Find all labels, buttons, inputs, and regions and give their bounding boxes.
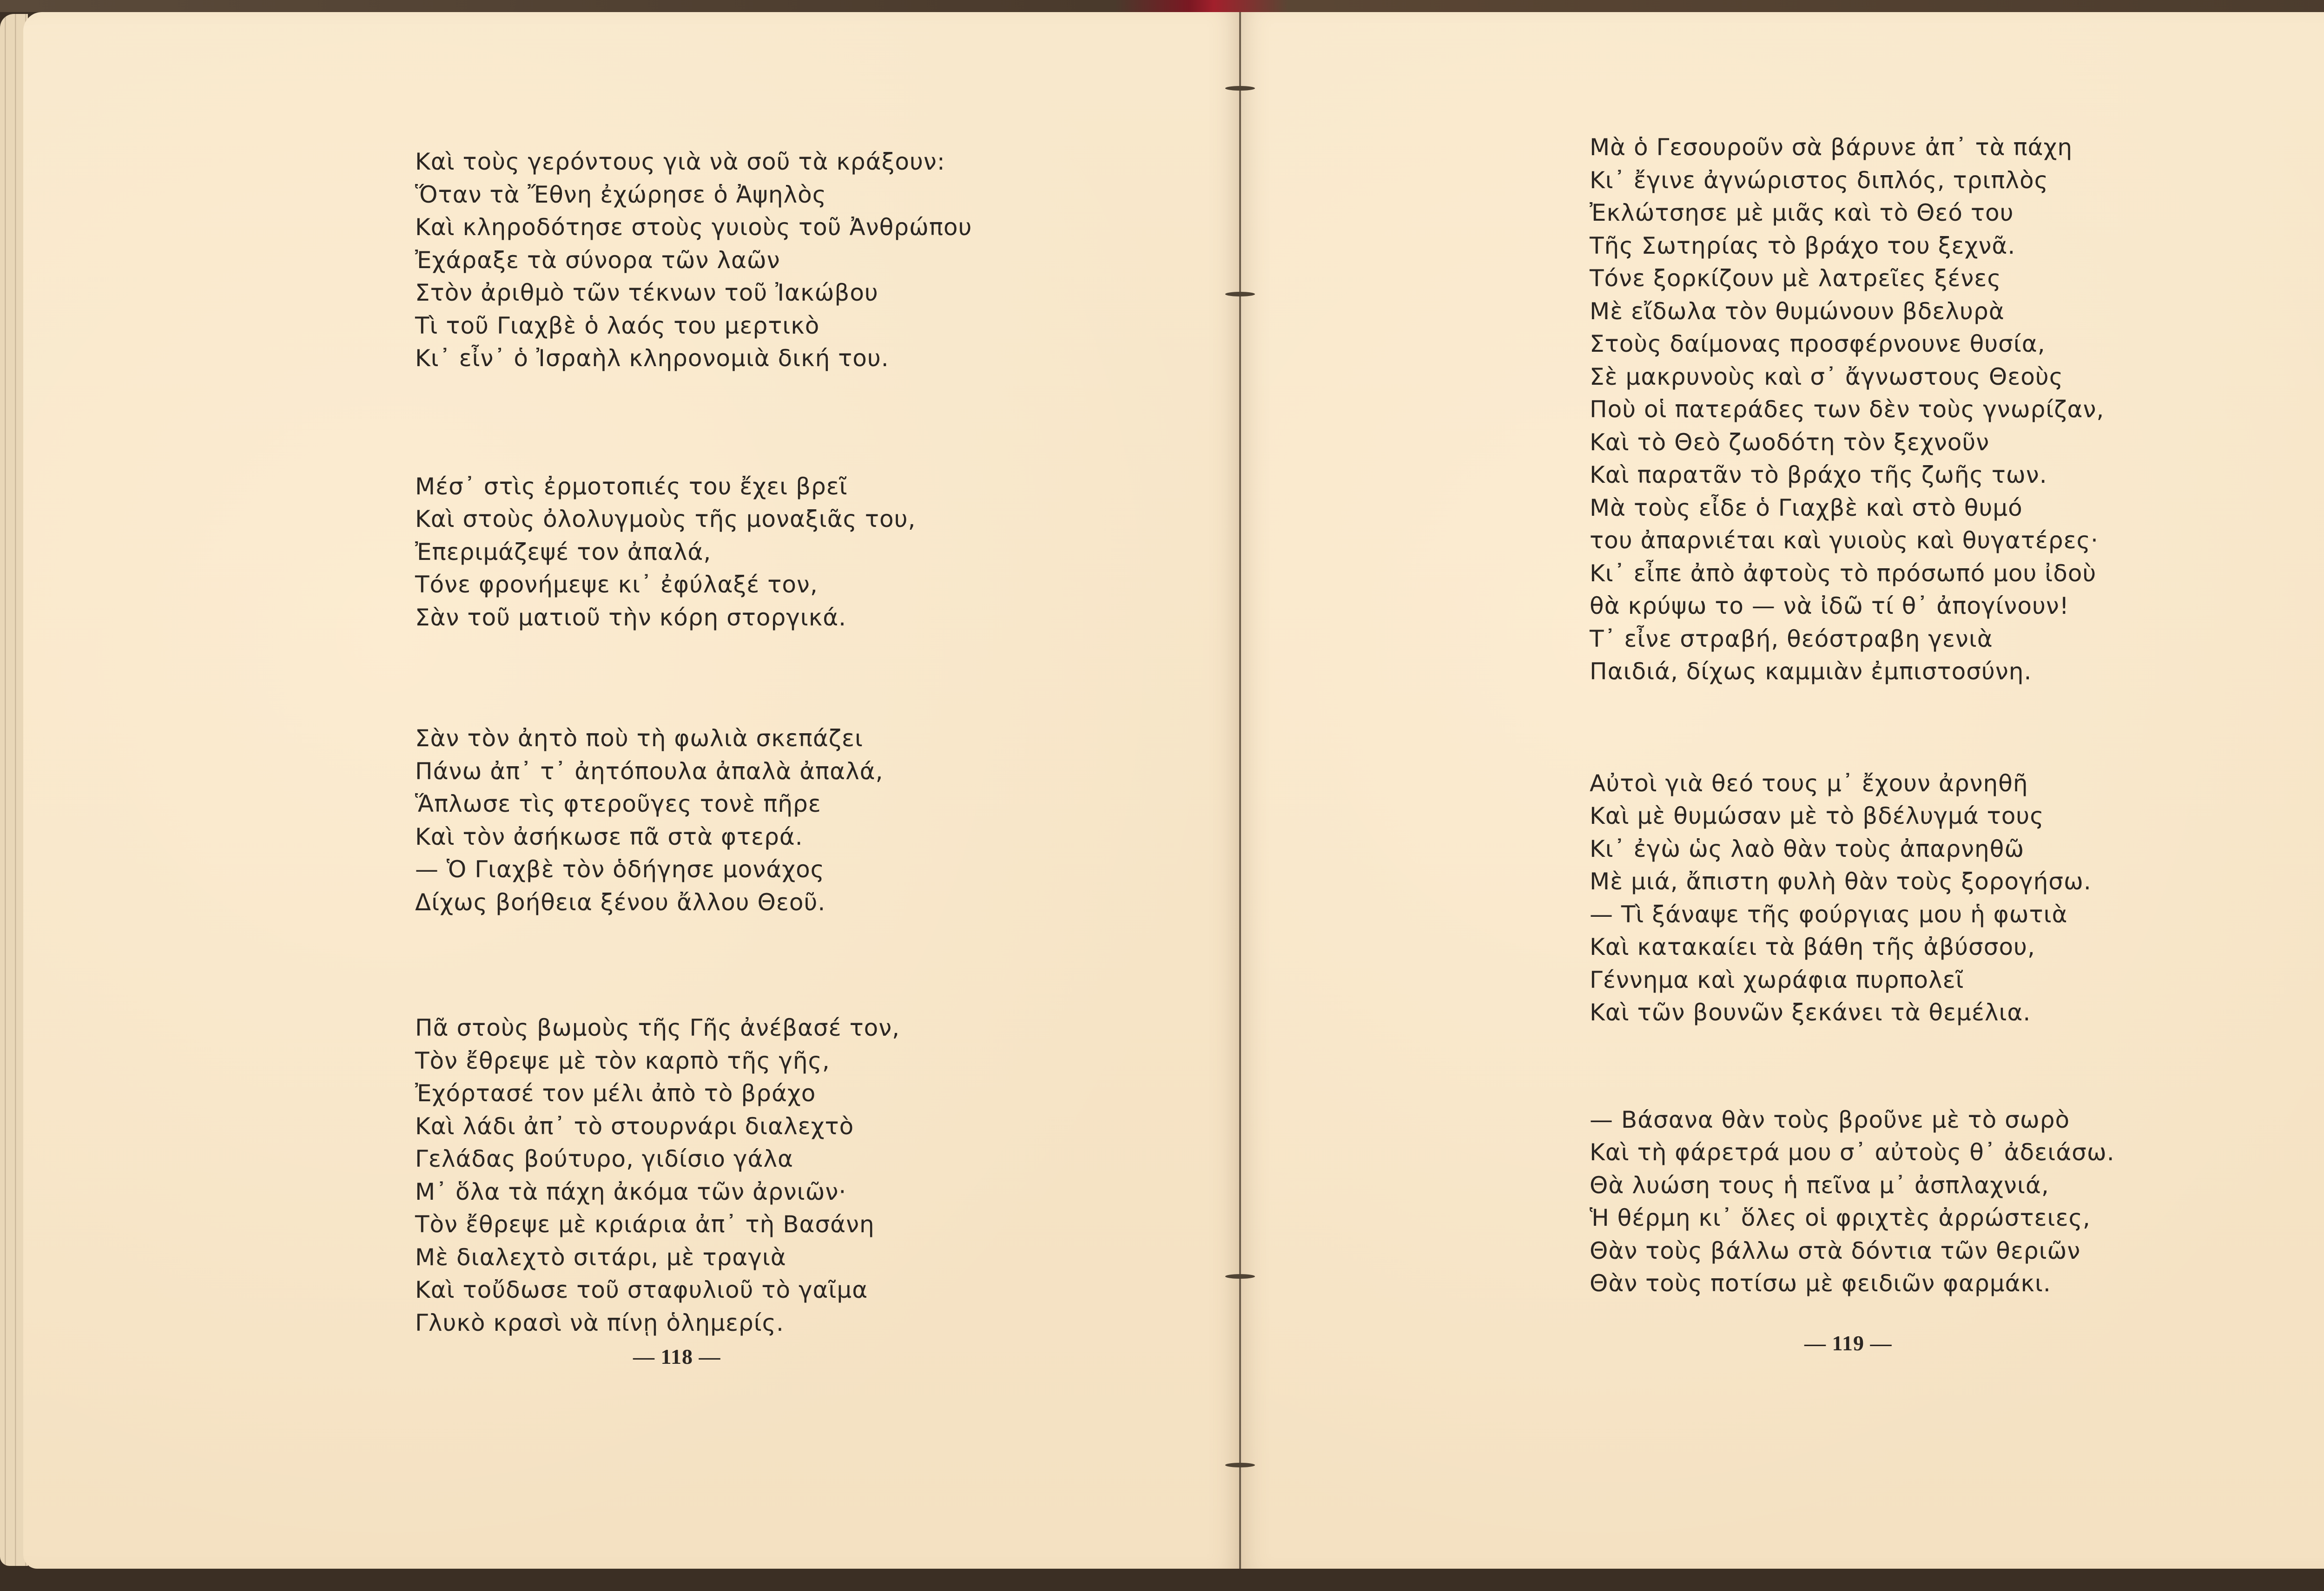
verse-line: Κι᾽ ἔγινε ἀγνώριστος διπλός, τριπλὸς [1590, 166, 2048, 194]
verse-line: Καὶ μὲ θυμώσαν μὲ τὸ βδέλυγμά τους [1590, 802, 2044, 829]
verse-line: Μὲ διαλεχτὸ σιτάρι, μὲ τραγιὰ [415, 1243, 786, 1271]
verse-line: Κι᾽ εἶν᾽ ὁ Ἰσραὴλ κληρονομιὰ δική του. [415, 345, 889, 372]
verse-line: — Ὁ Γιαχβὲ τὸν ὁδήγησε μονάχος [415, 856, 825, 883]
verse-line: Τὸν ἔθρεψε μὲ κριάρια ἀπ᾽ τὴ Βασάνη [415, 1211, 875, 1238]
binding-stitch [1225, 86, 1255, 91]
binding-stitch [1225, 1463, 1255, 1467]
verse-line: Καὶ τοὺς γερόντους γιὰ νὰ σοῦ τὰ κράξουν: [415, 148, 945, 175]
stanza [1590, 1104, 2115, 1300]
verse-line: Ἐχόρτασέ τον μέλι ἀπὸ τὸ βράχο [415, 1080, 816, 1107]
verse-line: Μ᾽ ὅλα τὰ πάχη ἀκόμα τῶν ἀρνιῶν· [415, 1178, 847, 1205]
book-spine [1239, 12, 1241, 1569]
verse-line: Ἐκλώτσησε μὲ μιᾶς καὶ τὸ Θεό του [1590, 199, 2014, 226]
verse-line: Κι᾽ εἶπε ἀπὸ ἀφτοὺς τὸ πρόσωπό μου ἰδοὺ [1590, 559, 2097, 587]
verse-line: Καὶ κατακαίει τὰ βάθη τῆς ἀβύσσου, [1590, 934, 2035, 960]
verse-line: Θὰν τοὺς ποτίσω μὲ φειδιῶν φαρμάκι. [1590, 1270, 2051, 1297]
verse-line: Μὰ τοὺς εἶδε ὁ Γιαχβὲ καὶ στὸ θυμό [1590, 494, 2023, 521]
verse-line: Σὲ μακρυνοὺς καὶ σ᾽ ἄγνωστους Θεοὺς [1590, 363, 2064, 390]
verse-line: Καὶ τὸ Θεὸ ζωοδότη τὸν ξεχνοῦν [1590, 428, 1990, 456]
verse-line: Τ᾽ εἶνε στραβή, θεόστραβη γενιὰ [1590, 625, 1993, 652]
verse-line: Ποὺ οἱ πατεράδες των δὲν τοὺς γνωρίζαν, [1590, 396, 2105, 423]
verse-line: Ἐχάραξε τὰ σύνορα τῶν λαῶν [415, 246, 780, 274]
verse-line: Καὶ στοὺς ὀλολυγμοὺς τῆς μοναξιᾶς του, [415, 506, 916, 533]
verse-line: Κι᾽ ἐγὼ ὡς λαὸ θὰν τοὺς ἀπαρνηθῶ [1590, 835, 2025, 862]
verse-line: Αὐτοὶ γιὰ θεό τους μ᾽ ἔχουν ἀρνηθῆ [1590, 769, 2028, 797]
verse-line: Τὶ τοῦ Γιαχβὲ ὁ λαός του μερτικὸ [415, 312, 820, 339]
stanza [415, 145, 972, 375]
verse-line: Καὶ τοὔδωσε τοῦ σταφυλιοῦ τὸ γαῖμα [415, 1276, 868, 1303]
verse-line: Καὶ τῶν βουνῶν ξεκάνει τὰ θεμέλια. [1590, 999, 2031, 1026]
verse-line: θὰ κρύψω το — νὰ ἰδῶ τί θ᾽ ἀπογίνουν! [1590, 592, 2069, 619]
verse-line: Σὰν τὸν ἀητὸ ποὺ τὴ φωλιὰ σκεπάζει [415, 725, 863, 752]
verse-line: Ἐπεριμάζεψέ τον ἀπαλά, [415, 538, 712, 565]
verse-line: Μὰ ὁ Γεσουροῦν σὰ βάρυνε ἀπ᾽ τὰ πάχη [1590, 134, 2073, 161]
verse-line: Τόνε φρονήμεψε κι᾽ ἐφύλαξέ τον, [415, 571, 818, 598]
verse-line: Καὶ τὴ φάρετρά μου σ᾽ αὐτοὺς θ᾽ ἀδειάσω. [1590, 1139, 2115, 1166]
verse-line: Γλυκὸ κρασὶ νὰ πίνῃ ὁλημερίς. [415, 1309, 784, 1336]
verse-line: Καὶ παρατᾶν τὸ βράχο τῆς ζωῆς των. [1590, 461, 2047, 488]
verse-line: Καὶ τὸν ἀσήκωσε πᾶ στὰ φτερά. [415, 823, 803, 850]
verse-line: Μέσ᾽ στὶς ἐρμοτοπιές του ἔχει βρεῖ [415, 473, 848, 500]
verse-line: Πᾶ στοὺς βωμοὺς τῆς Γῆς ἀνέβασέ τον, [415, 1014, 900, 1041]
stanza [1590, 767, 2115, 1029]
page-number-right: — 119 — [1804, 1331, 1892, 1355]
verse-line: Γελάδας βούτυρο, γιδίσιο γάλα [415, 1145, 794, 1172]
right-page-poem [1590, 131, 2115, 1300]
verse-line: Ἡ θέρμη κι᾽ ὅλες οἱ φριχτὲς ἀρρώστειες, [1590, 1204, 2091, 1231]
verse-line: Μὲ μιά, ἄπιστη φυλὴ θὰν τοὺς ξορογήσω. [1590, 868, 2092, 895]
binding-stitch [1225, 292, 1255, 296]
stanza [415, 1012, 972, 1339]
left-page-poem [415, 145, 972, 1339]
stanza [1590, 131, 2115, 688]
stanza [415, 722, 972, 919]
verse-line: Στοὺς δαίμονας προσφέρνουνε θυσία, [1590, 330, 2046, 357]
verse-line: Τόνε ξορκίζουν μὲ λατρεῖες ξένες [1590, 265, 2001, 292]
verse-line: Τῆς Σωτηρίας τὸ βράχο του ξεχνᾶ. [1590, 232, 2016, 259]
verse-line: Παιδιά, δίχως καμμιὰν ἐμπιστοσύνη. [1590, 658, 2032, 685]
verse-line: Μὲ εἴδωλα τὸν θυμώνουν βδελυρὰ [1590, 297, 2005, 325]
binding-stitch [1225, 1274, 1255, 1279]
book-top-edge [0, 0, 2324, 12]
verse-line: Στὸν ἀριθμὸ τῶν τέκνων τοῦ Ἰακώβου [415, 279, 878, 306]
verse-line: Καὶ λάδι ἀπ᾽ τὸ στουρνάρι διαλεχτὸ [415, 1112, 854, 1140]
verse-line: Ὅταν τὰ Ἔθνη ἐχώρησε ὁ Ἀψηλὸς [415, 181, 827, 208]
verse-line: Ἅπλωσε τὶς φτεροῦγες τονὲ πῆρε [415, 790, 821, 817]
verse-line: Γέννημα καὶ χωράφια πυρπολεῖ [1590, 966, 1964, 993]
verse-line: Σὰν τοῦ ματιοῦ τὴν κόρη στοργικά. [415, 604, 847, 631]
verse-line: Δίχως βοήθεια ξένου ἄλλου Θεοῦ. [415, 888, 826, 916]
verse-line: Τὸν ἔθρεψε μὲ τὸν καρπὸ τῆς γῆς, [415, 1047, 830, 1074]
verse-line: του ἀπαρνιέται καὶ γυιοὺς καὶ θυγατέρες· [1590, 527, 2099, 554]
stanza [415, 470, 972, 634]
page-number-left: — 118 — [633, 1345, 721, 1368]
verse-line: Θὰν τοὺς βάλλω στὰ δόντια τῶν θεριῶν [1590, 1237, 2081, 1264]
verse-line: Καὶ κληροδότησε στοὺς γυιοὺς τοῦ Ἀνθρώπου [415, 214, 972, 241]
verse-line: — Τὶ ξάναψε τῆς φούργιας μου ἡ φωτιὰ [1590, 901, 2068, 928]
verse-line: Πάνω ἀπ᾽ τ᾽ ἀητόπουλα ἀπαλὰ ἀπαλά, [415, 757, 884, 785]
verse-line: — Βάσανα θὰν τοὺς βροῦνε μὲ τὸ σωρὸ [1590, 1106, 2070, 1133]
verse-line: Θὰ λυώση τους ἡ πεῖνα μ᾽ ἀσπλαχνιά, [1590, 1171, 2049, 1199]
